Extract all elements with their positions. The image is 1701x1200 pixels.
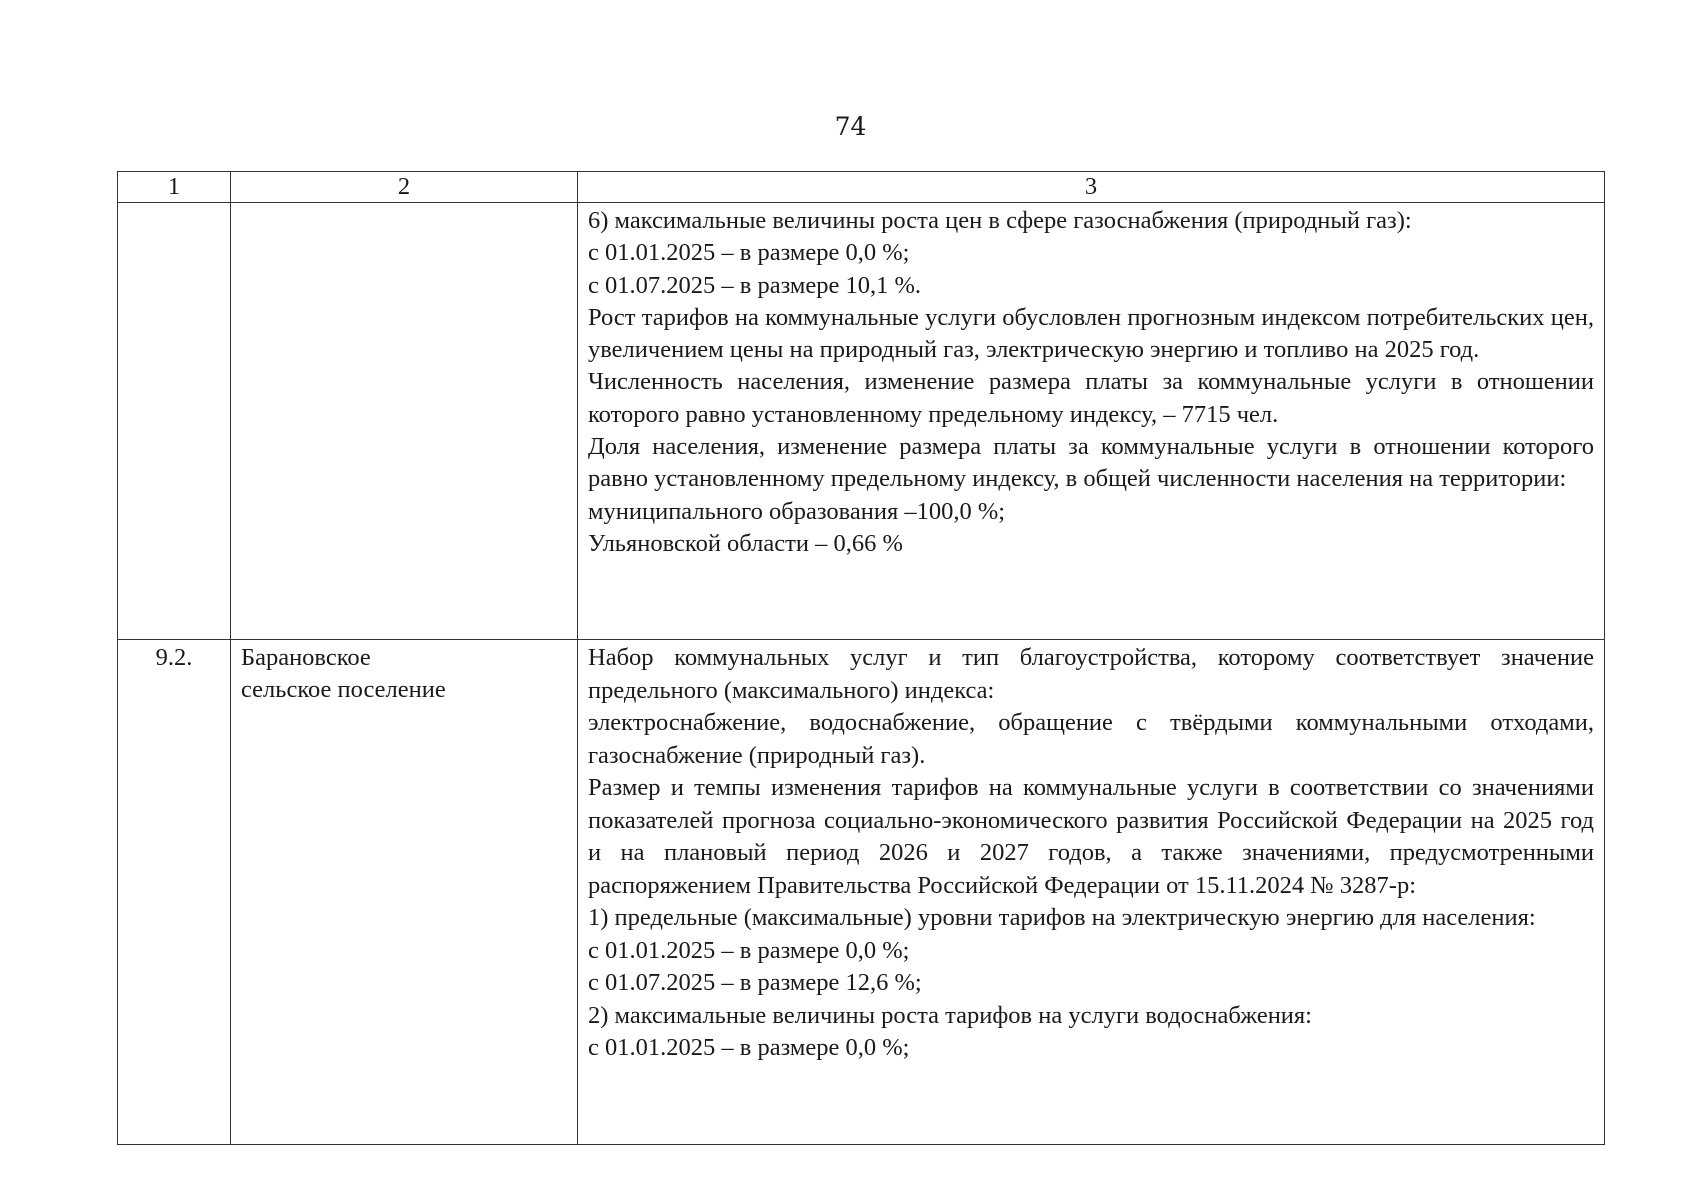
paragraph: с 01.01.2025 – в размере 0,0 %; [588,936,910,964]
paragraph: Набор коммунальных услуг и тип благоустройства, которому соответствует значение предельного (максимального) индекса: [588,644,1594,704]
tariff-table [117,171,1605,1145]
page-number: 74 [834,112,867,141]
paragraph: Рост тарифов на коммунальные услуги обусловлен прогнозным индексом потребительских цен, увеличением цены на природный газ, электрическую энергию и топливо на 2025 год. [588,303,1594,364]
paragraph: с 01.01.2025 – в размере 0,0 %; [588,239,910,267]
row-description [578,640,1605,1145]
table-row [118,640,1605,1145]
table-row [118,203,1605,640]
paragraph: Ульяновской области – 0,66 % [588,529,903,557]
row-number: 9.2. [118,640,231,1145]
row-number [118,203,231,640]
paragraph: Доля населения, изменение размера платы за коммунальные услуги в отношении которого равно установленному предельному индексу, в общей численности населения на территории: [588,433,1594,493]
settlement-name-line: сельское поселение [241,676,446,703]
settlement-name [231,203,578,640]
paragraph: с 01.01.2025 – в размере 0,0 %; [588,1034,910,1061]
header-col-2: 2 [231,172,578,203]
row-description [578,203,1605,640]
settlement-name-line: Барановское [241,644,371,671]
paragraph: с 01.07.2025 – в размере 10,1 %. [588,271,922,299]
paragraph: электроснабжение, водоснабжение, обращение с твёрдыми коммунальными отходами, газоснабжение (природный газ). [588,709,1594,769]
paragraph: с 01.07.2025 – в размере 12,6 %; [588,969,922,996]
settlement-name [231,640,578,1145]
paragraph: Размер и темпы изменения тарифов на коммунальные услуги в соответствии со значениями показателей прогноза социально-экономического развития Российской Федерации на 2025 год и на плановый период 2026 и 2027 годов, а также значениями, предусмотренными распоряжением Правительства Российской Федерации от 15.11.2024 № 3287-р: [588,774,1594,899]
paragraph: 1) предельные (максимальные) уровни тарифов на электрическую энергию для населения: [588,904,1536,931]
header-col-3: 3 [578,172,1605,203]
paragraph: 2) максимальные величины роста тарифов на услуги водоснабжения: [588,1001,1312,1029]
paragraph: муниципального образования –100,0 %; [588,497,1006,525]
paragraph: 6) максимальные величины роста цен в сфере газоснабжения (природный газ): [588,207,1412,234]
paragraph: Численность населения, изменение размера платы за коммунальные услуги в отношении которого равно установленному предельному индексу, – 7715 чел. [588,368,1594,428]
header-col-1: 1 [118,172,231,203]
table-header-row [118,172,1605,203]
